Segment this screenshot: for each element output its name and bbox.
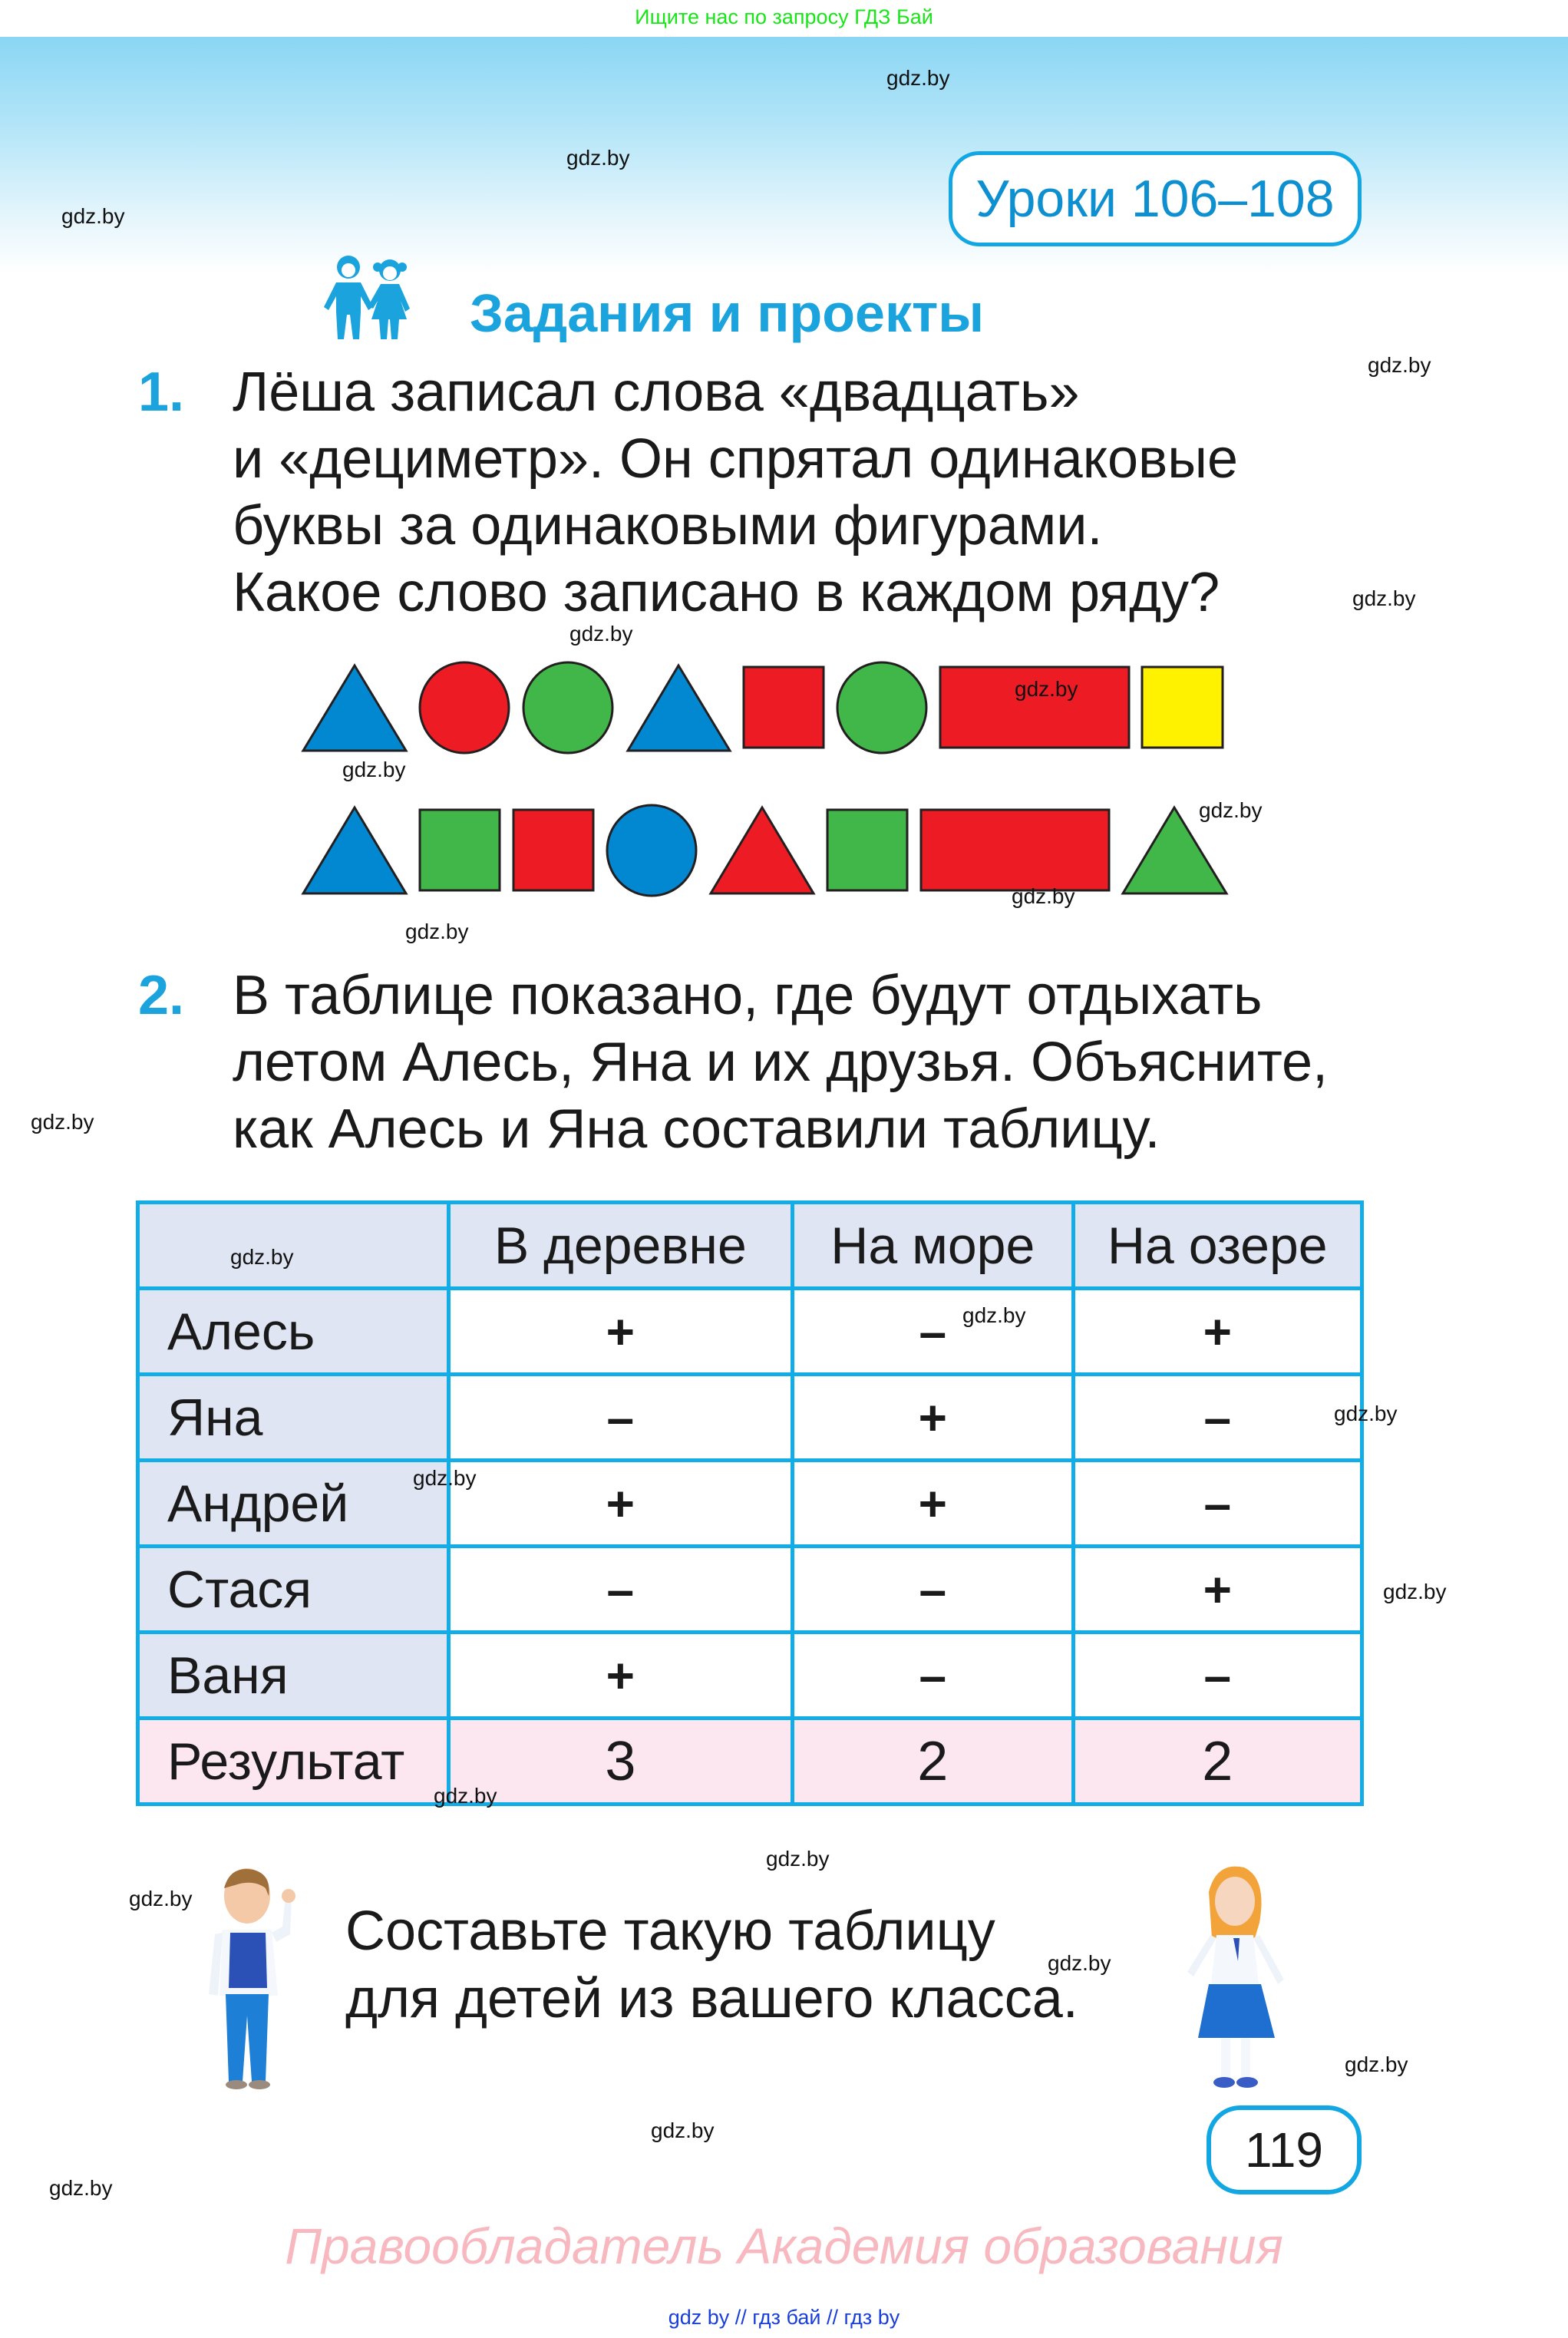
table-cell: – [1073,1461,1362,1547]
row-name: Яна [138,1375,449,1461]
task2-line: летом Алесь, Яна и их друзья. Объясните, [233,1032,1329,1093]
page-number: 119 [1207,2105,1362,2194]
table-cell: + [448,1633,793,1719]
triangle-shape [303,807,406,893]
task-number-1: 1. [138,362,185,423]
row-name: Алесь [138,1289,449,1375]
circle-shape [607,805,696,896]
watermark-text: gdz.by [1383,1580,1447,1603]
table-result-row [138,1719,1362,1805]
table-cell: – [1073,1375,1362,1461]
section-title: Задания и проекты [470,283,985,343]
watermark-text: gdz.by [405,920,469,943]
watermark-text: gdz.by [1352,586,1416,610]
watermark-text: gdz.by [1368,353,1431,377]
table-cell: – [793,1289,1073,1375]
table-cell: – [793,1633,1073,1719]
shape-puzzle [0,0,1568,921]
task3-line: для детей из вашего класса. [345,1968,1078,2029]
circle-shape [523,662,612,753]
table-cell: + [1073,1289,1362,1375]
task3-text [345,1897,1078,2033]
footer-links[interactable]: gdz by // гдз бай // гдз by [668,2306,900,2329]
result-cell: 2 [793,1719,1073,1805]
table-row [138,1375,1362,1461]
task1-line: буквы за одинаковыми фигурами. [233,495,1103,556]
table-row [138,1289,1362,1375]
watermark-text: gdz.by [651,2118,715,2142]
watermark-text: gdz.by [1012,884,1075,908]
watermark-text: gdz.by [1199,798,1263,822]
square-shape [1142,667,1223,748]
result-cell: 3 [448,1719,793,1805]
row-name: Стася [138,1547,449,1633]
watermark-text: gdz.by [49,2176,113,2200]
lessons-badge: Уроки 106–108 [949,151,1362,246]
watermark-text: gdz.by [1015,677,1078,701]
vacation-table [136,1200,1364,1806]
task3-line: Составьте такую таблицу [345,1900,995,1962]
girl-illustration [1170,1861,1301,2092]
watermark-text: gdz.by [569,622,633,646]
triangle-shape [303,665,406,751]
watermark-text: gdz.by [129,1887,193,1910]
row-name: Андрей [138,1461,449,1547]
watermark-text: gdz.by [1048,1951,1111,1975]
watermark-text: gdz.by [61,204,125,228]
table-header-cell: В деревне [448,1203,793,1289]
watermark-text: gdz.by [1345,2052,1408,2076]
circle-shape [837,662,926,753]
task1-line: Лёша записал слова «двадцать» [233,362,1080,423]
table-cell: + [793,1461,1073,1547]
table-header-row [138,1203,1362,1289]
triangle-shape [628,665,730,751]
task2-line: В таблице показано, где будут отдыхать [233,965,1263,1026]
table-row [138,1547,1362,1633]
circle-shape [420,662,509,753]
boy-illustration [192,1865,315,2095]
watermark-text: gdz.by [886,66,950,90]
watermark-text: gdz.by [413,1466,477,1490]
task2-text [233,963,1328,1163]
copyright-notice: Правообладатель Академия образования [285,2217,1283,2274]
square-shape [744,667,824,748]
watermark-text: gdz.by [230,1245,294,1269]
rectangle-shape [921,810,1109,890]
task-number-2: 2. [138,965,185,1026]
square-shape [420,810,500,890]
shape-row-1 [303,662,1223,753]
square-shape [513,810,593,890]
shape-row-2 [303,805,1226,896]
watermark-text: gdz.by [766,1847,830,1871]
row-name: Результат [138,1719,449,1805]
task1-line: Какое слово записано в каждом ряду? [233,562,1220,623]
watermark-text: gdz.by [342,758,406,781]
result-cell: 2 [1073,1719,1362,1805]
task1-line: и «дециметр». Он спрятал одинаковые [233,428,1239,490]
table-row [138,1633,1362,1719]
watermark-text: gdz.by [434,1784,497,1808]
square-shape [827,810,907,890]
search-hint-banner: Ищите нас по запросу ГДЗ Бай [0,0,1568,37]
task2-line: как Алесь и Яна составили таблицу. [233,1098,1160,1160]
table-cell: – [448,1547,793,1633]
table-cell: + [1073,1547,1362,1633]
table-cell: + [448,1461,793,1547]
table-cell: – [1073,1633,1362,1719]
table-header-cell: На озере [1073,1203,1362,1289]
watermark-text: gdz.by [1334,1402,1398,1425]
watermark-text: gdz.by [31,1110,94,1134]
row-name: Ваня [138,1633,449,1719]
table-header-cell: На море [793,1203,1073,1289]
watermark-text: gdz.by [566,146,630,170]
table-cell: – [448,1375,793,1461]
triangle-shape [711,807,814,893]
table-cell: + [793,1375,1073,1461]
table-cell: – [793,1547,1073,1633]
watermark-text: gdz.by [962,1303,1026,1327]
table-row [138,1461,1362,1547]
table-cell: + [448,1289,793,1375]
